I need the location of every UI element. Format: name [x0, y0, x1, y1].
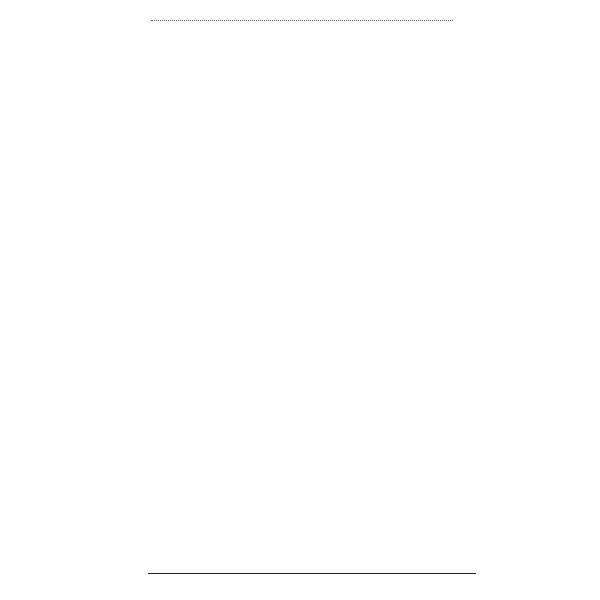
footer-rule — [148, 573, 476, 574]
table-of-contents — [108, 20, 476, 24]
dot-leader — [151, 20, 453, 21]
top-themes-cont — [108, 20, 476, 24]
